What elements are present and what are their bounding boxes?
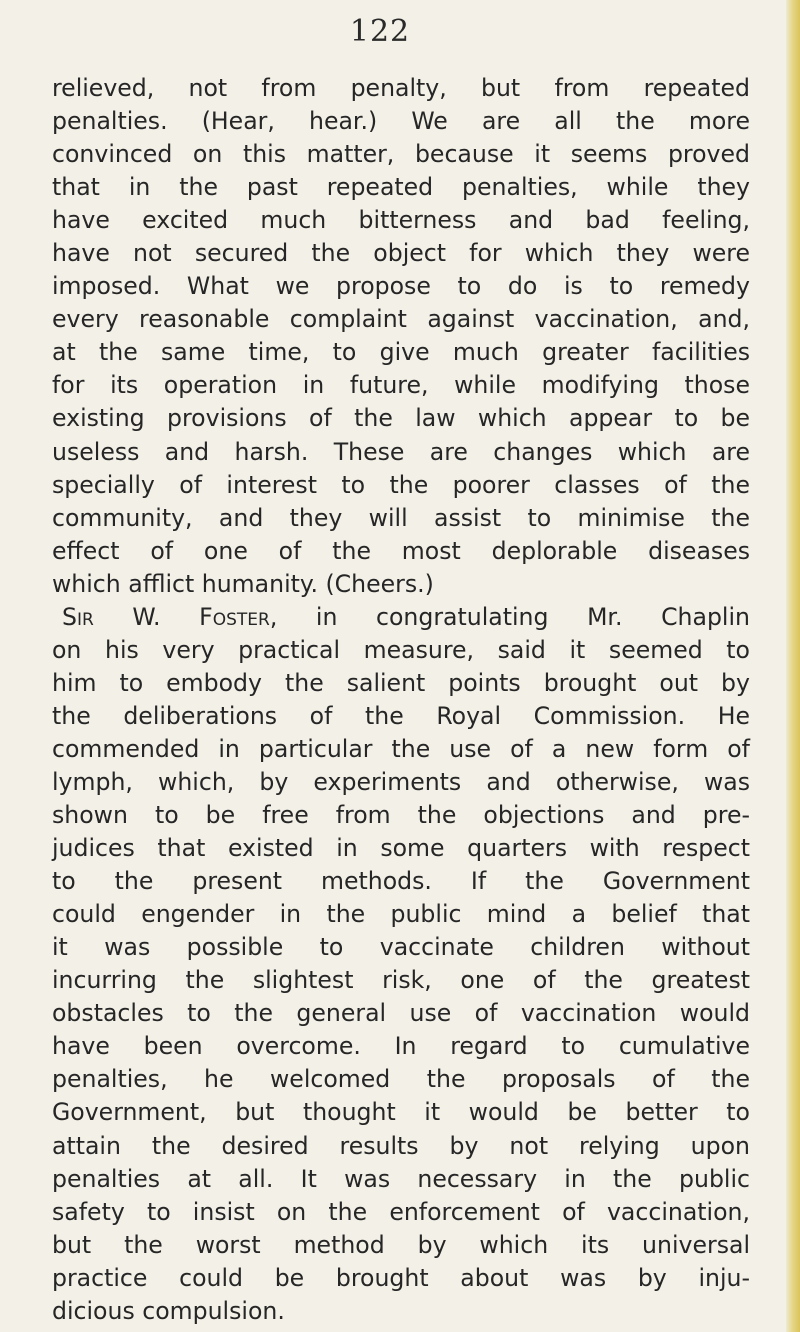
text-line: attain the desired results by not relying upon	[52, 1131, 750, 1160]
text-line: judices that existed in some quarters with respect	[52, 834, 750, 863]
text-line: dicious compulsion.	[52, 1296, 285, 1325]
text-line: could engender in the public mind a belief that	[52, 900, 750, 929]
text-line: shown to be free from the objections and pre-	[52, 801, 750, 830]
text-line: safety to insist on the enforcement of vaccination,	[52, 1197, 750, 1226]
page-edge	[786, 0, 800, 1332]
text-line: at the same time, to give much greater facilities	[52, 338, 750, 367]
text-line: useless and harsh. These are changes which are	[52, 437, 750, 466]
text-line: community, and they will assist to minimise the	[52, 503, 750, 532]
text-line: that in the past repeated penalties, while they	[52, 173, 750, 202]
text-line: but the worst method by which its universal	[52, 1230, 750, 1259]
text-line: practice could be brought about was by inju-	[52, 1263, 750, 1292]
text-line: incurring the slightest risk, one of the greatest	[52, 966, 750, 995]
text-line: convinced on this matter, because it seems proved	[52, 140, 750, 169]
speaker-line	[52, 601, 750, 634]
text-line: for its operation in future, while modifying those	[52, 371, 750, 400]
text-line: which afflict humanity. (Cheers.)	[52, 569, 434, 598]
text-line: penalties at all. It was necessary in the public	[52, 1164, 750, 1193]
text-line: have been overcome. In regard to cumulative	[52, 1032, 750, 1061]
text-line: effect of one of the most deplorable diseases	[52, 536, 750, 565]
text-line: relieved, not from penalty, but from repeated	[52, 74, 750, 102]
page-number: 122	[349, 14, 411, 49]
text-line: obstacles to the general use of vaccination would	[52, 999, 750, 1028]
text-line: penalties, he welcomed the proposals of the	[52, 1065, 750, 1094]
text-line: existing provisions of the law which appear to be	[52, 404, 750, 433]
text-line: to the present methods. If the Government	[52, 867, 750, 896]
speaker-line-rest: , in congratulating Mr. Chaplin	[269, 602, 750, 631]
text-line: it was possible to vaccinate children without	[52, 933, 750, 962]
text-line: have excited much bitterness and bad feeling,	[52, 206, 750, 235]
text-line: have not secured the object for which they were	[52, 239, 750, 268]
text-line: commended in particular the use of a new form of	[52, 734, 750, 763]
text-line: him to embody the salient points brought out by	[52, 668, 750, 697]
text-line: specially of interest to the poorer classes of the	[52, 470, 750, 499]
text-line: on his very practical measure, said it seemed to	[52, 635, 750, 664]
text-line: penalties. (Hear, hear.) We are all the more	[52, 107, 750, 136]
text-line: Government, but thought it would be better to	[52, 1098, 750, 1127]
text-line: imposed. What we propose to do is to remedy	[52, 272, 750, 301]
text-line: the deliberations of the Royal Commission. He	[52, 701, 750, 730]
text-line: lymph, which, by experiments and otherwise, was	[52, 767, 750, 796]
speaker-name: Sir W. Foster	[62, 602, 270, 631]
text-line: every reasonable complaint against vaccination, and,	[52, 305, 750, 334]
body-text	[52, 72, 750, 1328]
